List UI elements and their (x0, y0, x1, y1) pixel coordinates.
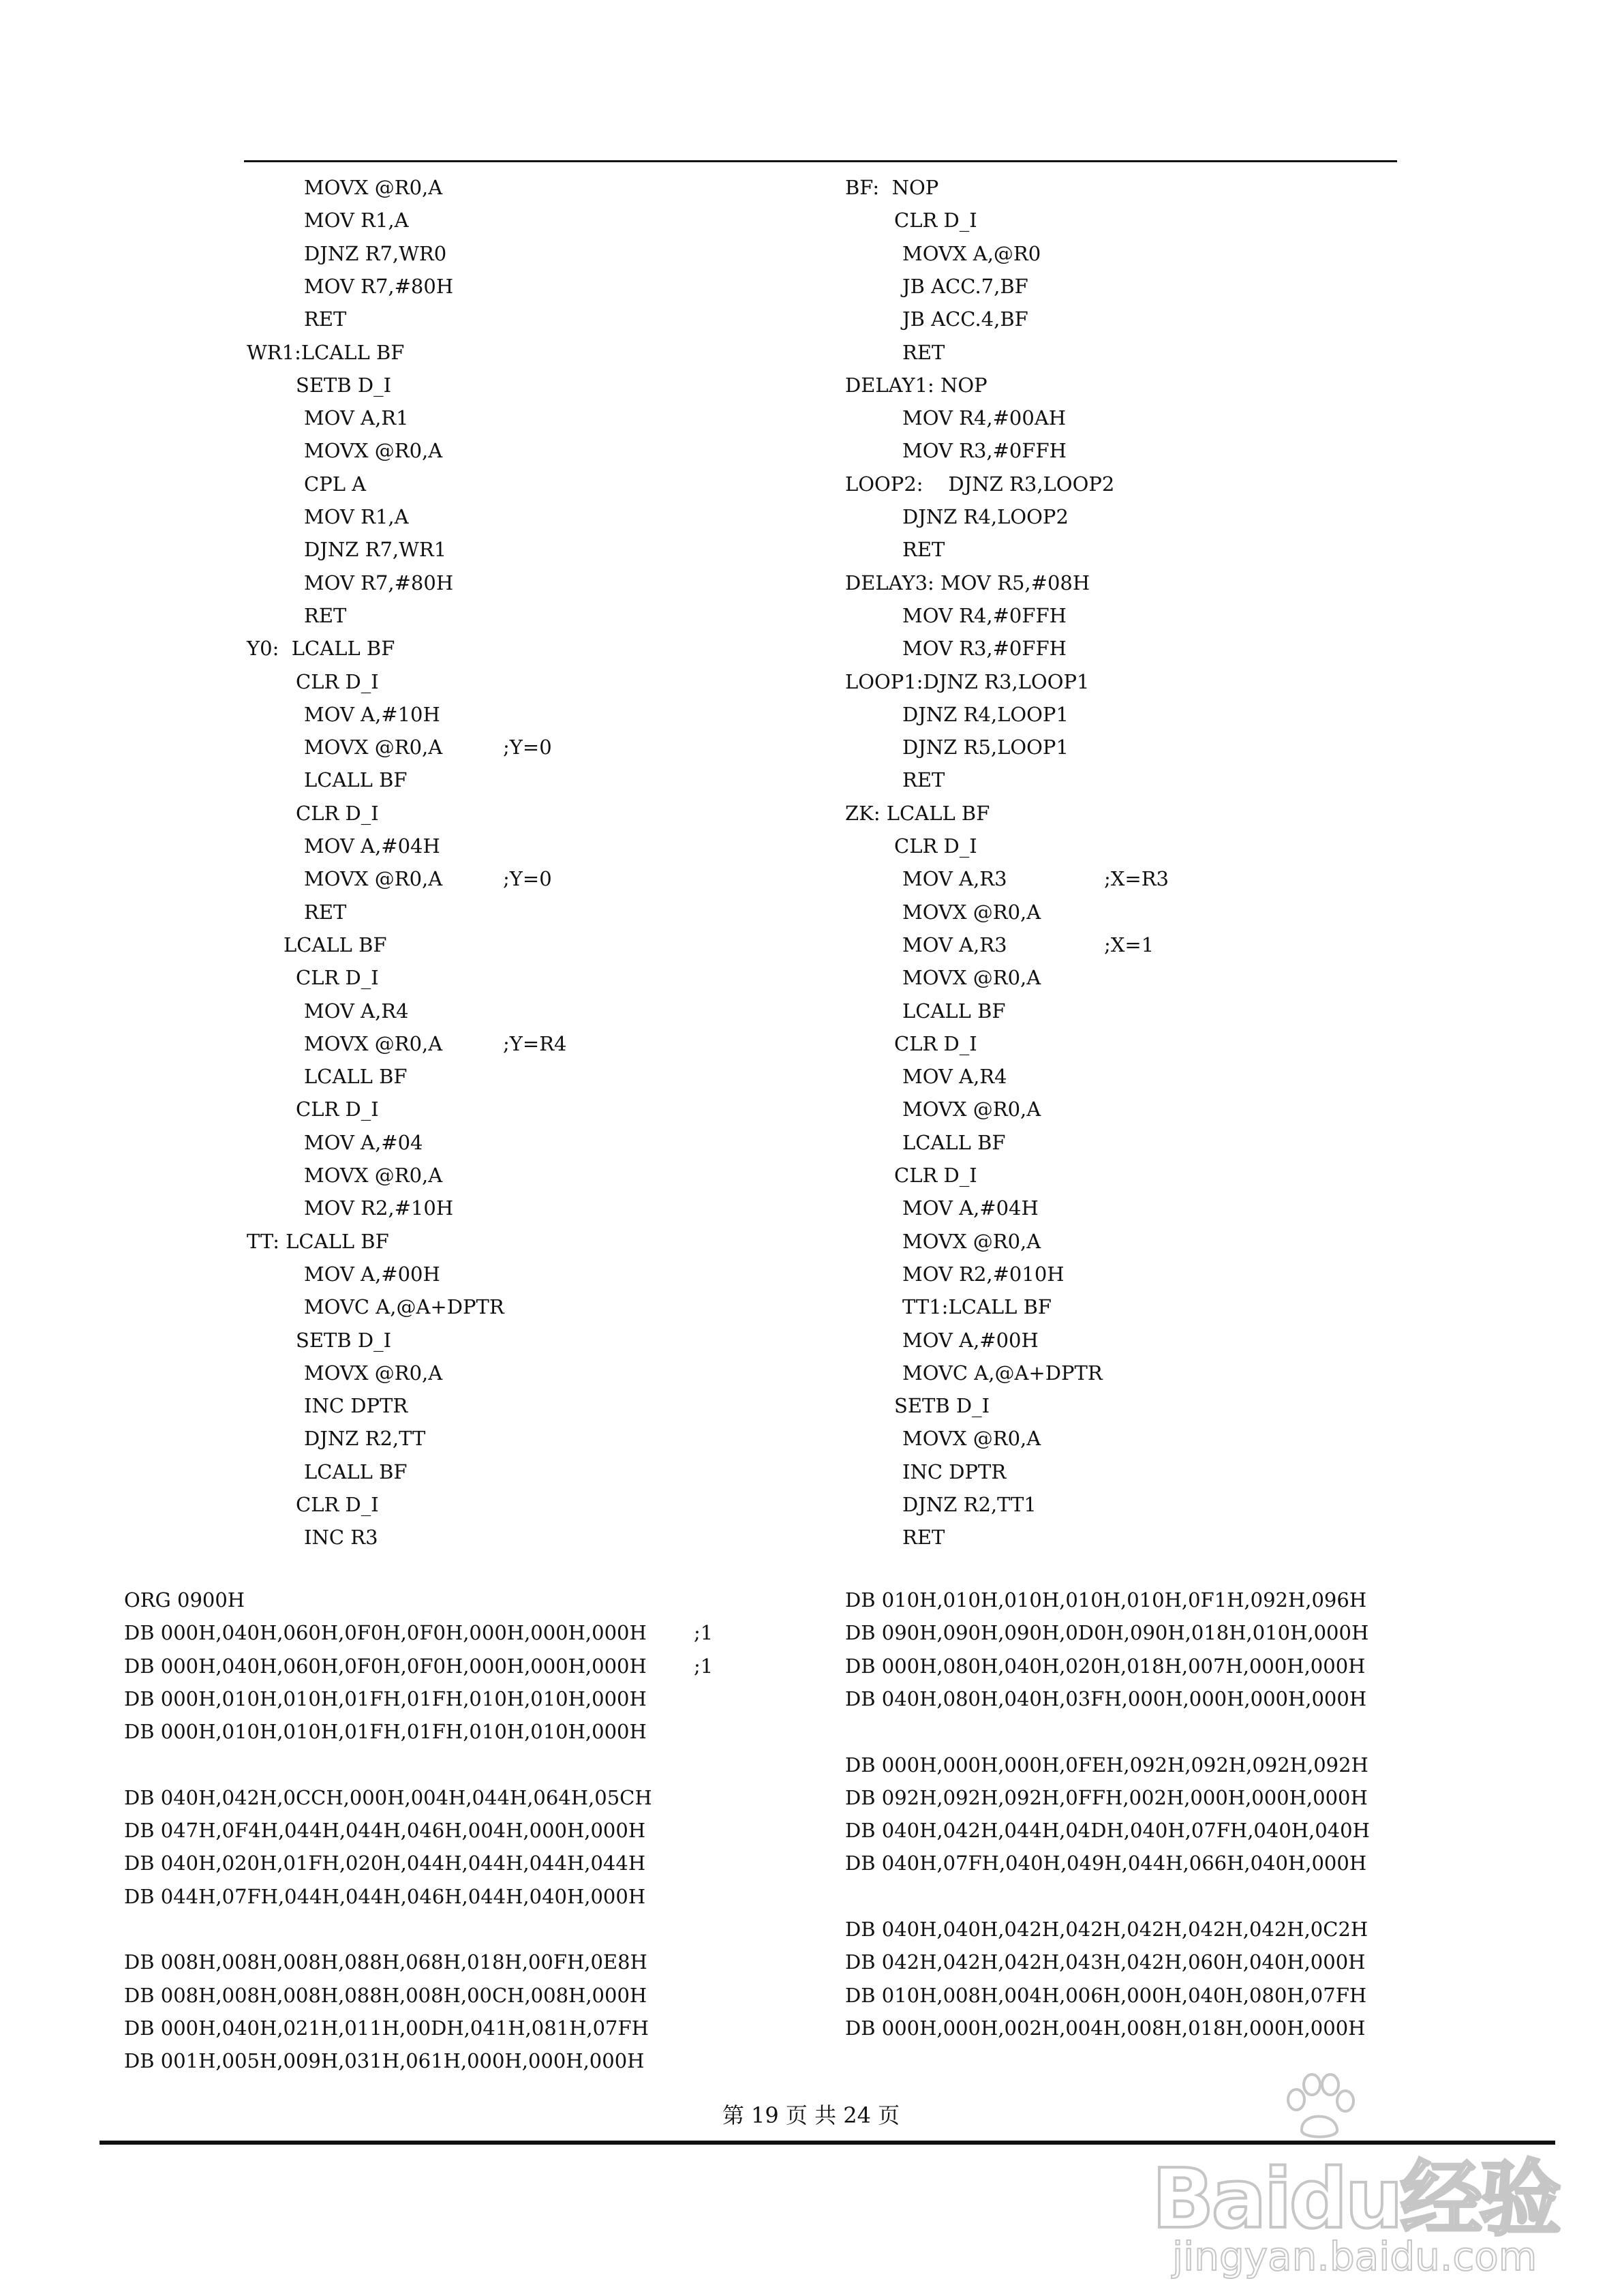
code-line: RET (902, 1526, 945, 1550)
code-line: MOV R7,#80H (304, 274, 454, 298)
code-line: DB 000H,080H,040H,020H,018H,007H,000H,000H (845, 1654, 1366, 1678)
code-line: DB 044H,07FH,044H,044H,046H,044H,040H,000H (124, 1884, 646, 1908)
code-line: SETB D_I (296, 1328, 392, 1352)
code-comment: ;Y=0 (503, 867, 552, 891)
code-line: JB ACC.4,BF (902, 307, 1028, 331)
code-line: DELAY1: NOP (845, 373, 988, 397)
code-line: CLR D_I (894, 1164, 977, 1187)
code-line: INC DPTR (304, 1394, 408, 1418)
code-line: DB 000H,040H,060H,0F0H,0F0H,000H,000H,000H (124, 1654, 647, 1678)
code-line: DB 040H,042H,0CCH,000H,004H,044H,064H,05CH (124, 1785, 652, 1809)
code-line: DB 001H,005H,009H,031H,061H,000H,000H,000H (124, 2049, 645, 2073)
code-line: MOV R4,#00AH (902, 406, 1067, 430)
code-line: MOV R1,A (304, 505, 409, 528)
code-line: WR1:LCALL BF (247, 340, 405, 364)
code-line: MOV A,#04H (304, 834, 440, 858)
code-line: DB 010H,010H,010H,010H,010H,0F1H,092H,096H (845, 1588, 1367, 1612)
code-line: CLR D_I (296, 966, 379, 990)
code-line: MOVX A,@R0 (902, 241, 1041, 265)
code-line: MOVX @R0,A (304, 1361, 443, 1385)
code-line: DJNZ R7,WR0 (304, 241, 447, 265)
code-line: TT1:LCALL BF (902, 1295, 1052, 1319)
page-number: 第 19 页 共 24 页 (722, 2102, 900, 2128)
code-line: LCALL BF (304, 1065, 408, 1089)
paw-icon (1281, 2072, 1356, 2141)
code-line: MOVX @R0,A (304, 736, 443, 759)
code-line: LOOP2: DJNZ R3,LOOP2 (845, 472, 1115, 496)
code-line: DB 008H,008H,008H,088H,008H,00CH,008H,000H (124, 1983, 647, 2007)
code-line: MOVX @R0,A (304, 1031, 443, 1055)
code-line: RET (902, 538, 945, 562)
code-line: CLR D_I (296, 1493, 379, 1516)
code-line: CLR D_I (296, 1098, 379, 1121)
code-comment: ;1 (694, 1621, 714, 1645)
code-line: DB 090H,090H,090H,0D0H,090H,018H,010H,000H (845, 1621, 1369, 1645)
code-line: DJNZ R4,LOOP2 (902, 505, 1069, 528)
code-line: ZK: LCALL BF (845, 801, 990, 825)
code-line: MOV R1,A (304, 209, 409, 232)
code-line: MOV A,#10H (304, 702, 440, 726)
code-line: MOVX @R0,A (902, 966, 1041, 990)
code-line: DJNZ R2,TT (304, 1427, 426, 1451)
code-line: MOVX @R0,A (902, 1098, 1041, 1121)
code-comment: ;X=1 (1104, 933, 1154, 956)
code-line: MOVX @R0,A (902, 900, 1041, 924)
code-line: LOOP1:DJNZ R3,LOOP1 (845, 669, 1090, 693)
code-line: MOV A,R4 (902, 1065, 1007, 1089)
code-line: CLR D_I (296, 669, 379, 693)
code-line: CLR D_I (894, 209, 977, 232)
watermark-url: jingyan.baidu.com (1172, 2233, 1537, 2280)
code-line: MOV A,#00H (304, 1262, 440, 1286)
code-line: MOVC A,@A+DPTR (902, 1361, 1103, 1385)
code-line: MOVX @R0,A (304, 1164, 443, 1187)
code-line: LCALL BF (304, 768, 408, 792)
header-rule (244, 160, 1397, 162)
code-line: MOV R4,#0FFH (902, 603, 1067, 627)
code-line: DB 000H,000H,002H,004H,008H,018H,000H,000H (845, 2016, 1366, 2040)
code-line: DB 000H,040H,021H,011H,00DH,041H,081H,07FH (124, 2016, 649, 2040)
code-line: DJNZ R4,LOOP1 (902, 702, 1069, 726)
watermark-brand: Baidu经验 (1152, 2152, 1559, 2247)
code-line: LCALL BF (902, 999, 1006, 1023)
code-line: DB 000H,040H,060H,0F0H,0F0H,000H,000H,000H (124, 1621, 647, 1645)
code-comment: ;Y=0 (503, 736, 552, 759)
code-line: DB 092H,092H,092H,0FFH,002H,000H,000H,000H (845, 1785, 1368, 1809)
code-line: DB 047H,0F4H,044H,044H,046H,004H,000H,000H (124, 1819, 646, 1843)
code-line: MOV A,R4 (304, 999, 409, 1023)
code-line: BF: NOP (845, 176, 939, 199)
code-line: MOV R3,#0FFH (902, 637, 1067, 661)
code-line: ORG 0900H (124, 1588, 245, 1612)
code-line: MOV R2,#010H (902, 1262, 1065, 1286)
code-line: DB 000H,010H,010H,01FH,01FH,010H,010H,000H (124, 1687, 647, 1710)
baidu-watermark (1152, 2072, 1561, 2280)
code-line: RET (304, 603, 347, 627)
code-line: DB 042H,042H,042H,043H,042H,060H,040H,000H (845, 1950, 1366, 1974)
code-line: SETB D_I (894, 1394, 990, 1418)
code-line: MOVC A,@A+DPTR (304, 1295, 504, 1319)
code-line: CLR D_I (894, 834, 977, 858)
code-line: DB 040H,080H,040H,03FH,000H,000H,000H,000H (845, 1687, 1367, 1710)
code-line: MOVX @R0,A (902, 1427, 1041, 1451)
code-comment: ;Y=R4 (503, 1031, 567, 1055)
code-line: MOVX @R0,A (902, 1229, 1041, 1253)
code-line: DB 000H,010H,010H,01FH,01FH,010H,010H,000H (124, 1720, 647, 1744)
code-line: INC DPTR (902, 1460, 1007, 1483)
code-line: MOV R3,#0FFH (902, 439, 1067, 463)
code-line: MOVX @R0,A (304, 176, 443, 199)
code-line: MOV A,R3 (902, 867, 1007, 891)
code-comment: ;1 (694, 1654, 714, 1678)
code-line: DELAY3: MOV R5,#08H (845, 571, 1090, 594)
code-line: DB 008H,008H,008H,088H,068H,018H,00FH,0E8H (124, 1950, 647, 1974)
code-line: RET (304, 900, 347, 924)
code-line: DB 010H,008H,004H,006H,000H,040H,080H,07FH (845, 1983, 1367, 2007)
code-line: CLR D_I (894, 1031, 977, 1055)
code-line: DB 040H,07FH,040H,049H,044H,066H,040H,000H (845, 1852, 1367, 1875)
code-line: LCALL BF (304, 1460, 408, 1483)
code-line: MOVX @R0,A (304, 867, 443, 891)
code-line: DJNZ R7,WR1 (304, 538, 447, 562)
code-line: Y0: LCALL BF (247, 637, 395, 661)
code-comment: ;X=R3 (1104, 867, 1169, 891)
code-line: LCALL BF (902, 1130, 1006, 1154)
code-line: CPL A (304, 472, 367, 496)
code-line: RET (902, 768, 945, 792)
code-line: MOV R7,#80H (304, 571, 454, 594)
code-line: TT: LCALL BF (247, 1229, 389, 1253)
code-line: INC R3 (304, 1526, 378, 1550)
code-line: DB 040H,020H,01FH,020H,044H,044H,044H,044H (124, 1852, 646, 1875)
code-line: MOV A,R3 (902, 933, 1007, 956)
code-line: MOVX @R0,A (304, 439, 443, 463)
code-line: DB 000H,000H,000H,0FEH,092H,092H,092H,092H (845, 1753, 1368, 1777)
code-line: MOV A,#04 (304, 1130, 423, 1154)
code-line: MOV A,#00H (902, 1328, 1039, 1352)
code-line: DB 040H,040H,042H,042H,042H,042H,042H,0C2H (845, 1918, 1368, 1941)
code-line: JB ACC.7,BF (902, 274, 1028, 298)
code-line: RET (902, 340, 945, 364)
code-line: CLR D_I (296, 801, 379, 825)
code-line: SETB D_I (296, 373, 392, 397)
code-line: DJNZ R2,TT1 (902, 1493, 1037, 1516)
code-line: LCALL BF (284, 933, 387, 956)
code-line: MOV R2,#10H (304, 1196, 454, 1220)
code-line: MOV A,R1 (304, 406, 409, 430)
code-line: MOV A,#04H (902, 1196, 1039, 1220)
code-line: DB 040H,042H,044H,04DH,040H,07FH,040H,040H (845, 1819, 1370, 1843)
code-line: DJNZ R5,LOOP1 (902, 736, 1069, 759)
code-line: RET (304, 307, 347, 331)
